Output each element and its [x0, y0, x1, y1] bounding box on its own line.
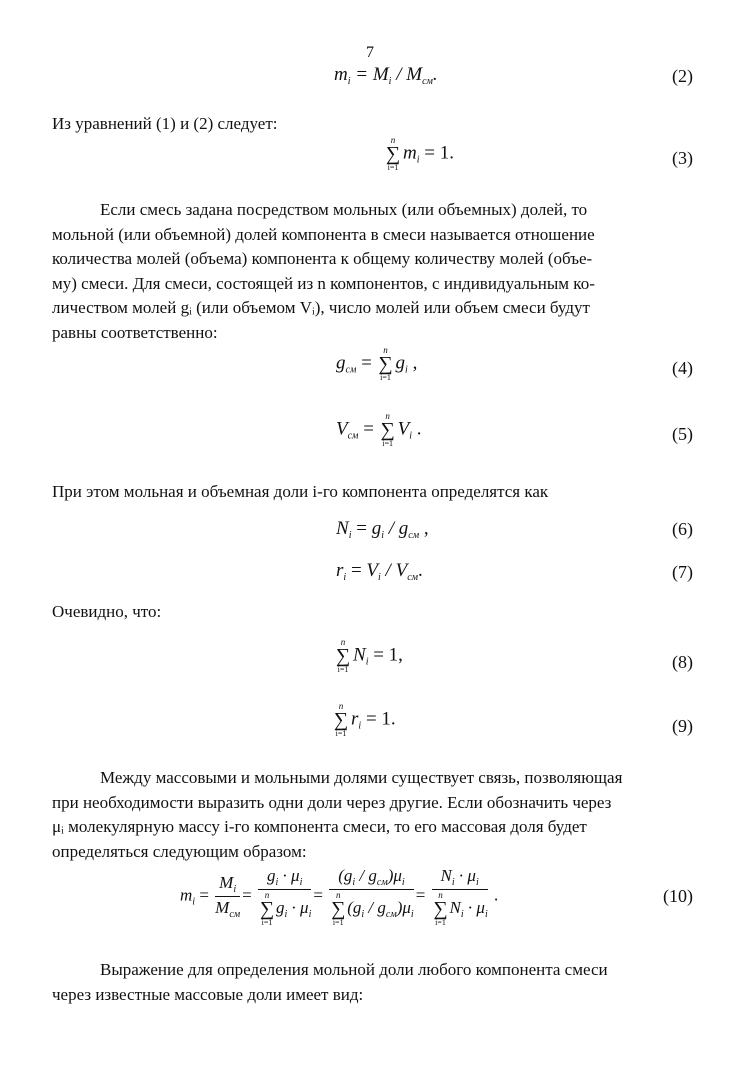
paragraph-line: Между массовыми и мольными долями существует связь, позволяющая — [100, 768, 623, 787]
paragraph-line: Если смесь задана посредством мольных (или объемных) долей, то — [100, 200, 588, 219]
paragraph-line: личеством молей gᵢ (или объемом Vᵢ), число молей или объем смеси будут — [52, 298, 590, 317]
fractions-line: При этом мольная и объемная доли i-го компонента определятся как — [52, 482, 549, 501]
sigma-icon: n ∑ i=1 — [259, 890, 275, 927]
equation-number-6: (6) — [672, 519, 693, 539]
sigma-icon: n ∑ i=1 — [380, 411, 395, 448]
paragraph-line: количества молей (объема) компонента к общему количеству молей (объе- — [52, 249, 593, 268]
equation-5: $V_{см}$ = n ∑ i=1 $V_i$ . — [336, 411, 422, 448]
fraction-moles-ratio: $g_i \cdot \mu_i$ n ∑ i=1 $g_i \cdot \mu_i$ — [259, 866, 312, 927]
sigma-icon: n ∑ i=1 — [378, 345, 393, 382]
paragraph-line: равны соответственно: — [52, 322, 218, 342]
sigma-icon: n ∑ i=1 — [335, 637, 351, 674]
paragraph-line: му) смеси. Для смеси, состоящей из n компонентов, с индивидуальным ко- — [52, 273, 595, 293]
paragraph-mass-mole-relation — [52, 766, 692, 864]
equation-number-7: (7) — [672, 562, 693, 582]
equation-number-4: (4) — [672, 358, 693, 378]
equation-8: n ∑ i=1 $N_i = 1$, — [335, 637, 403, 674]
equation-number-2: (2) — [672, 66, 693, 86]
fraction-mass-ratio: $\frac{M_i}{M_{см}}$ — [215, 873, 241, 920]
equation-number-3: (3) — [672, 148, 693, 168]
paragraph-mole-fraction-expression — [52, 958, 692, 1007]
fraction-mole-fractions: $N_i \cdot \mu_i$ n ∑ i=1 $N_i \cdot \mu_i$ — [433, 866, 488, 927]
intro-line: Из уравнений (1) и (2) следует: — [52, 114, 278, 133]
equation-2: $m_i = M_i / M_{см}$. — [334, 64, 438, 87]
fraction-normalized-moles: $(g_i / g_{см})\mu_i$ n ∑ i=1 $(g_i / g_{см})\mu_i$ — [331, 866, 414, 927]
paragraph-line: μᵢ молекулярную массу i-го компонента смеси, то его массовая доля будет — [52, 817, 587, 836]
paragraph-line: Выражение для определения мольной доли любого компонента смеси — [100, 960, 608, 979]
equation-4: $g_{см}$ = n ∑ i=1 $g_i$ , — [336, 345, 418, 382]
paragraph-line: определяться следующим образом: — [52, 841, 307, 861]
equation-6: $N_i = g_i / g_{см}$ , — [336, 518, 429, 541]
sigma-icon: n ∑ i=1 — [433, 890, 448, 927]
sigma-icon: n ∑ i=1 — [331, 890, 346, 927]
equation-number-5: (5) — [672, 424, 693, 444]
equation-7: $r_i = V_i / V_{см}$. — [336, 560, 423, 583]
sigma-icon: n ∑ i=1 — [385, 135, 401, 172]
paragraph-line: мольной (или объемной) долей компонента в смеси называется отношение — [52, 224, 595, 244]
paragraph-line: через известные массовые доли имеет вид: — [52, 984, 364, 1004]
paragraph-mole-fraction-definition — [52, 198, 692, 345]
obviously-line: Очевидно, что: — [52, 602, 162, 621]
sigma-icon: n ∑ i=1 — [333, 701, 349, 738]
equation-number-10: (10) — [663, 886, 693, 906]
equation-number-8: (8) — [672, 652, 693, 672]
equation-number-9: (9) — [672, 716, 693, 736]
equation-3: n ∑ i=1 $m_i = 1$. — [385, 135, 454, 172]
paragraph-line: при необходимости выразить одни доли через другие. Если обозначить через — [52, 792, 612, 812]
page-number: 7 — [366, 44, 374, 61]
equation-9: n ∑ i=1 $r_i = 1$. — [333, 701, 396, 738]
equation-10: $m_i$ = $\frac{M_i}{M_{см}}$ = $g_i \cdot \mu_i$ n ∑ i=1 $g_i \cdot \mu_i$ = $(g_i / g_{см})\mu_i$ n ∑ i=1 $(g_i / g_{см})\mu_i$ = $N_i \cdot \mu_i$ n ∑ i=1 $N_i \cdot \mu_i$ . — [180, 866, 499, 927]
